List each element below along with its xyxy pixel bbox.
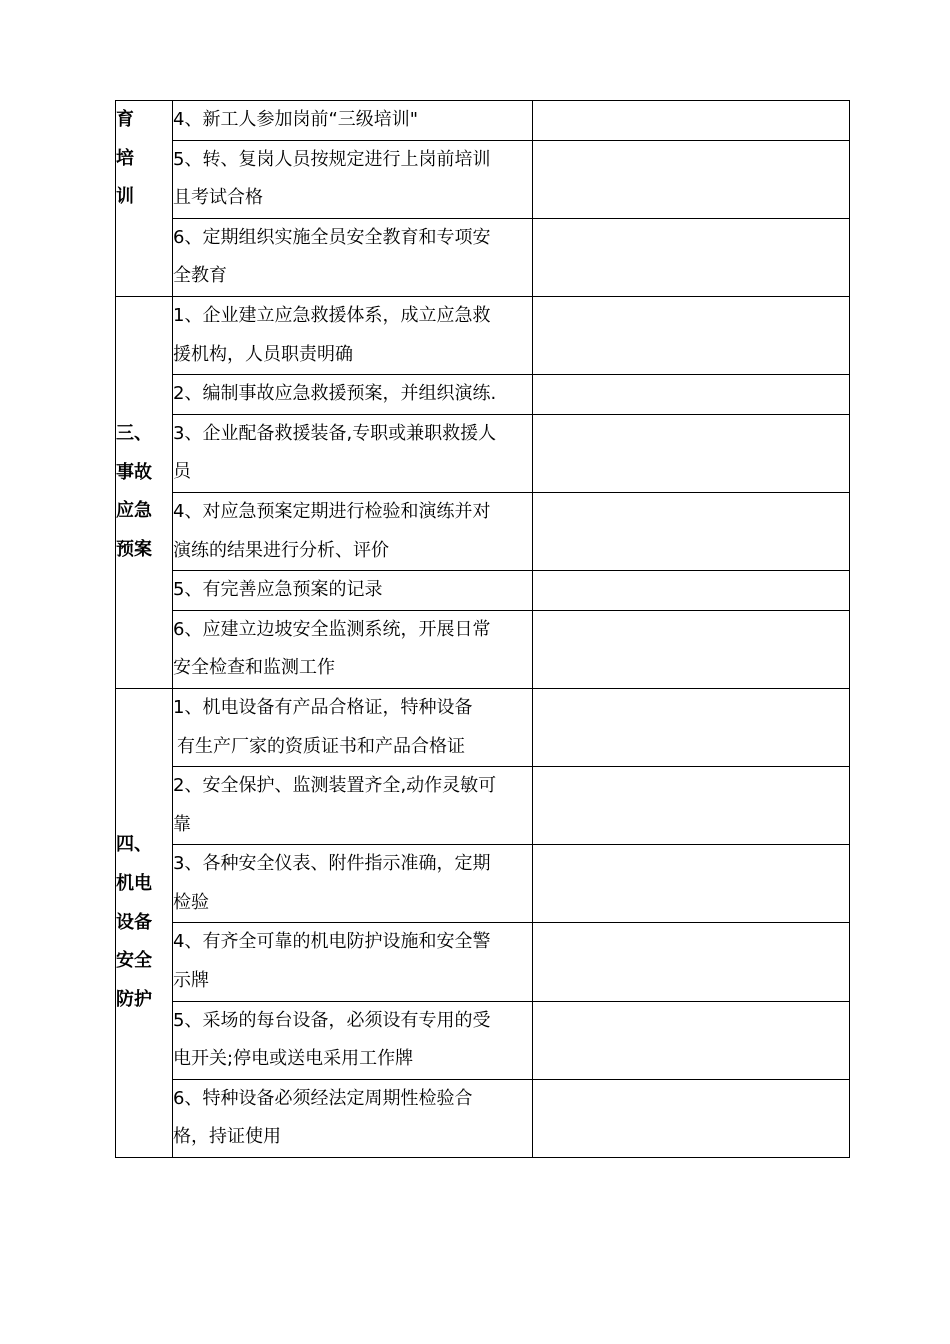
check-item	[173, 610, 533, 688]
check-item-line: 5、转、复岗人员按规定进行上岗前培训	[173, 148, 491, 170]
check-item-line: 示牌	[173, 970, 209, 992]
check-item-line: 4、新工人参加岗前“三级培训"	[173, 109, 419, 130]
table-row	[116, 492, 850, 570]
table-row	[116, 571, 850, 611]
check-item	[173, 1001, 533, 1079]
table-row	[116, 767, 850, 845]
check-item-line: 3、各种安全仪表、附件指示准确，定期	[173, 853, 491, 875]
inspection-table	[115, 100, 850, 1158]
table-row	[116, 140, 850, 218]
check-item-line: 6、定期组织实施全员安全教育和专项安	[173, 226, 491, 248]
section-title-line: 训	[116, 186, 134, 208]
check-item-line: 1、企业建立应急救援体系，成立应急救	[173, 304, 491, 326]
check-item	[173, 492, 533, 570]
check-item-line: 全教育	[173, 265, 227, 287]
result-cell[interactable]	[533, 610, 850, 688]
section-title-line: 应急	[116, 500, 152, 522]
check-item	[173, 414, 533, 492]
table-row	[116, 296, 850, 374]
result-cell[interactable]	[533, 571, 850, 611]
table-row	[116, 101, 850, 141]
section-title-line: 培	[116, 147, 134, 169]
check-item-line: 2、编制事故应急救援预案，并组织演练.	[173, 383, 497, 405]
check-item-line: 电开关;停电或送电采用工作牌	[173, 1048, 414, 1070]
check-item	[173, 296, 533, 374]
check-item-line: 援机构，人员职责明确	[173, 343, 353, 365]
check-item	[173, 571, 533, 611]
check-item-line: 检验	[173, 891, 209, 913]
result-cell[interactable]	[533, 688, 850, 766]
table-row	[116, 414, 850, 492]
check-item-line: 员	[173, 461, 191, 483]
result-cell[interactable]	[533, 218, 850, 296]
check-item-line: 1、机电设备有产品合格证，特种设备	[173, 696, 473, 718]
section-title-line: 三、	[116, 423, 152, 445]
check-item-line: 靠	[173, 813, 191, 835]
check-item-line: 3、企业配备救援装备,专职或兼职救援人	[173, 422, 497, 444]
section-title	[116, 688, 173, 1157]
section-title-line: 事故	[116, 461, 152, 483]
table-row	[116, 688, 850, 766]
table-row	[116, 218, 850, 296]
section-title-line: 设备	[116, 911, 152, 933]
check-item-line: 6、应建立边坡安全监测系统，开展日常	[173, 618, 491, 640]
check-item-line: 2、安全保护、监测装置齐全,动作灵敏可	[173, 775, 497, 797]
check-item	[173, 1079, 533, 1157]
check-item	[173, 140, 533, 218]
result-cell[interactable]	[533, 492, 850, 570]
check-item-line: 5、采场的每台设备，必须设有专用的受	[173, 1009, 491, 1031]
table-row	[116, 1079, 850, 1157]
check-item	[173, 767, 533, 845]
result-cell[interactable]	[533, 845, 850, 923]
check-item	[173, 101, 533, 141]
check-item-line: 演练的结果进行分析、评价	[173, 539, 389, 561]
section-title-line: 育	[116, 109, 134, 130]
check-item	[173, 218, 533, 296]
table-row	[116, 610, 850, 688]
check-item	[173, 375, 533, 415]
table-row	[116, 923, 850, 1001]
result-cell[interactable]	[533, 101, 850, 141]
result-cell[interactable]	[533, 923, 850, 1001]
result-cell[interactable]	[533, 767, 850, 845]
section-title-line: 机电	[116, 873, 152, 895]
result-cell[interactable]	[533, 375, 850, 415]
section-title	[116, 101, 173, 297]
check-item-line: 且考试合格	[173, 187, 263, 209]
check-item	[173, 688, 533, 766]
result-cell[interactable]	[533, 296, 850, 374]
section-title-line: 预案	[116, 539, 152, 561]
section-title-line: 防护	[116, 988, 152, 1010]
check-item	[173, 923, 533, 1001]
check-item-line: 4、对应急预案定期进行检验和演练并对	[173, 500, 491, 522]
table-row	[116, 1001, 850, 1079]
result-cell[interactable]	[533, 414, 850, 492]
result-cell[interactable]	[533, 1079, 850, 1157]
check-item-line: 安全检查和监测工作	[173, 657, 335, 679]
check-item-line: 5、有完善应急预案的记录	[173, 579, 383, 601]
check-item-line: 6、特种设备必须经法定周期性检验合	[173, 1087, 473, 1109]
table-row	[116, 845, 850, 923]
check-item-line: 有生产厂家的资质证书和产品合格证	[177, 735, 465, 757]
check-item-line: 格，持证使用	[173, 1126, 281, 1148]
check-item-line: 4、有齐全可靠的机电防护设施和安全警	[173, 931, 491, 953]
inspection-table-body	[116, 101, 850, 1158]
section-title-line: 四、	[116, 834, 152, 856]
table-row	[116, 375, 850, 415]
section-title-line: 安全	[116, 950, 152, 972]
result-cell[interactable]	[533, 1001, 850, 1079]
result-cell[interactable]	[533, 140, 850, 218]
check-item	[173, 845, 533, 923]
section-title	[116, 296, 173, 688]
